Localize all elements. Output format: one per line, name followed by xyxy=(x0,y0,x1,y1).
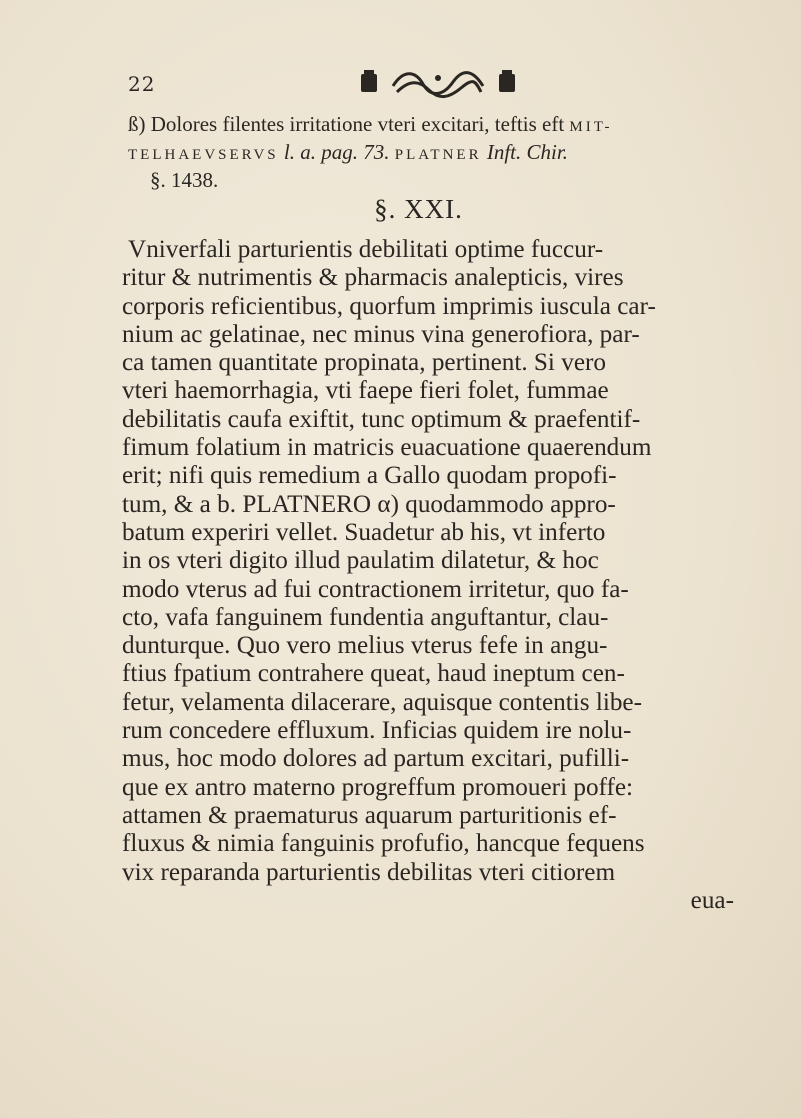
text-line: erit; nifi quis remedium a Gallo quodam propofi- xyxy=(122,462,617,490)
catchword: eua- xyxy=(690,886,734,914)
footnote-line: ß) Dolores filentes irritatione vteri excitari, teftis eft MIT- xyxy=(128,112,613,136)
footnote-line: §. 1438. xyxy=(150,168,219,192)
text-line: fetur, velamenta dilacerare, aquisque contentis libe- xyxy=(122,688,642,716)
body-text xyxy=(122,236,772,915)
text-line: attamen & praematurus aquarum parturitionis ef- xyxy=(122,801,617,829)
text-line: cto, vafa fanguinem fundentia anguftantur, clau- xyxy=(122,603,609,631)
text-line: mus, hoc modo dolores ad partum excitari, pufilli- xyxy=(122,745,630,773)
text-line: nium ac gelatinae, nec minus vina generofiora, par- xyxy=(122,320,640,348)
text-line: modo vterus ad fui contractionem irritetur, quo fa- xyxy=(122,575,629,603)
text-line: corporis reficientibus, quorfum imprimis iuscula car- xyxy=(122,292,656,320)
text-line: batum experiri vellet. Suadetur ab his, vt inferto xyxy=(122,518,606,546)
text-line: debilitatis caufa exiftit, tunc optimum & praefentif- xyxy=(122,405,641,433)
text-line: rum concedere effluxum. Inficias quidem ire nolu- xyxy=(122,717,632,745)
footnote-line: TELHAEVSERVS l. a. pag. 73. PLATNER Inft. Chir. xyxy=(128,140,568,164)
section-heading: §. XXI. xyxy=(374,194,463,224)
text-line: fimum folatium in matricis euacuatione quaerendum xyxy=(122,434,652,462)
text-line: que ex antro materno progreffum promoueri poffe: xyxy=(122,773,634,801)
text-line: ftius fpatium contrahere queat, haud ineptum cen- xyxy=(122,660,625,688)
text-line: ritur & nutrimentis & pharmacis analepticis, vires xyxy=(122,264,624,292)
text-line: tum, & a b. PLATNERO α) quodammodo appro- xyxy=(122,490,616,518)
footnote xyxy=(128,112,748,193)
text-line: vteri haemorrhagia, vti faepe fieri folet, fummae xyxy=(122,377,609,405)
page-number: 22 xyxy=(128,72,156,96)
text-line: fluxus & nimia fanguinis profufio, hancque fequens xyxy=(122,830,645,858)
text-line: in os vteri digito illud paulatim dilatetur, & hoc xyxy=(122,547,599,575)
page-header xyxy=(128,66,568,102)
text-line: ca tamen quantitate propinata, pertinent. Si vero xyxy=(122,349,606,377)
text-line: Vniverfali parturientis debilitati optime fuccur- xyxy=(128,236,604,263)
printers-ornament-icon xyxy=(353,66,523,100)
text-line: vix reparanda parturientis debilitas vteri citiorem xyxy=(122,858,616,886)
text-line: dunturque. Quo vero melius vterus fefe in angu- xyxy=(122,632,608,660)
